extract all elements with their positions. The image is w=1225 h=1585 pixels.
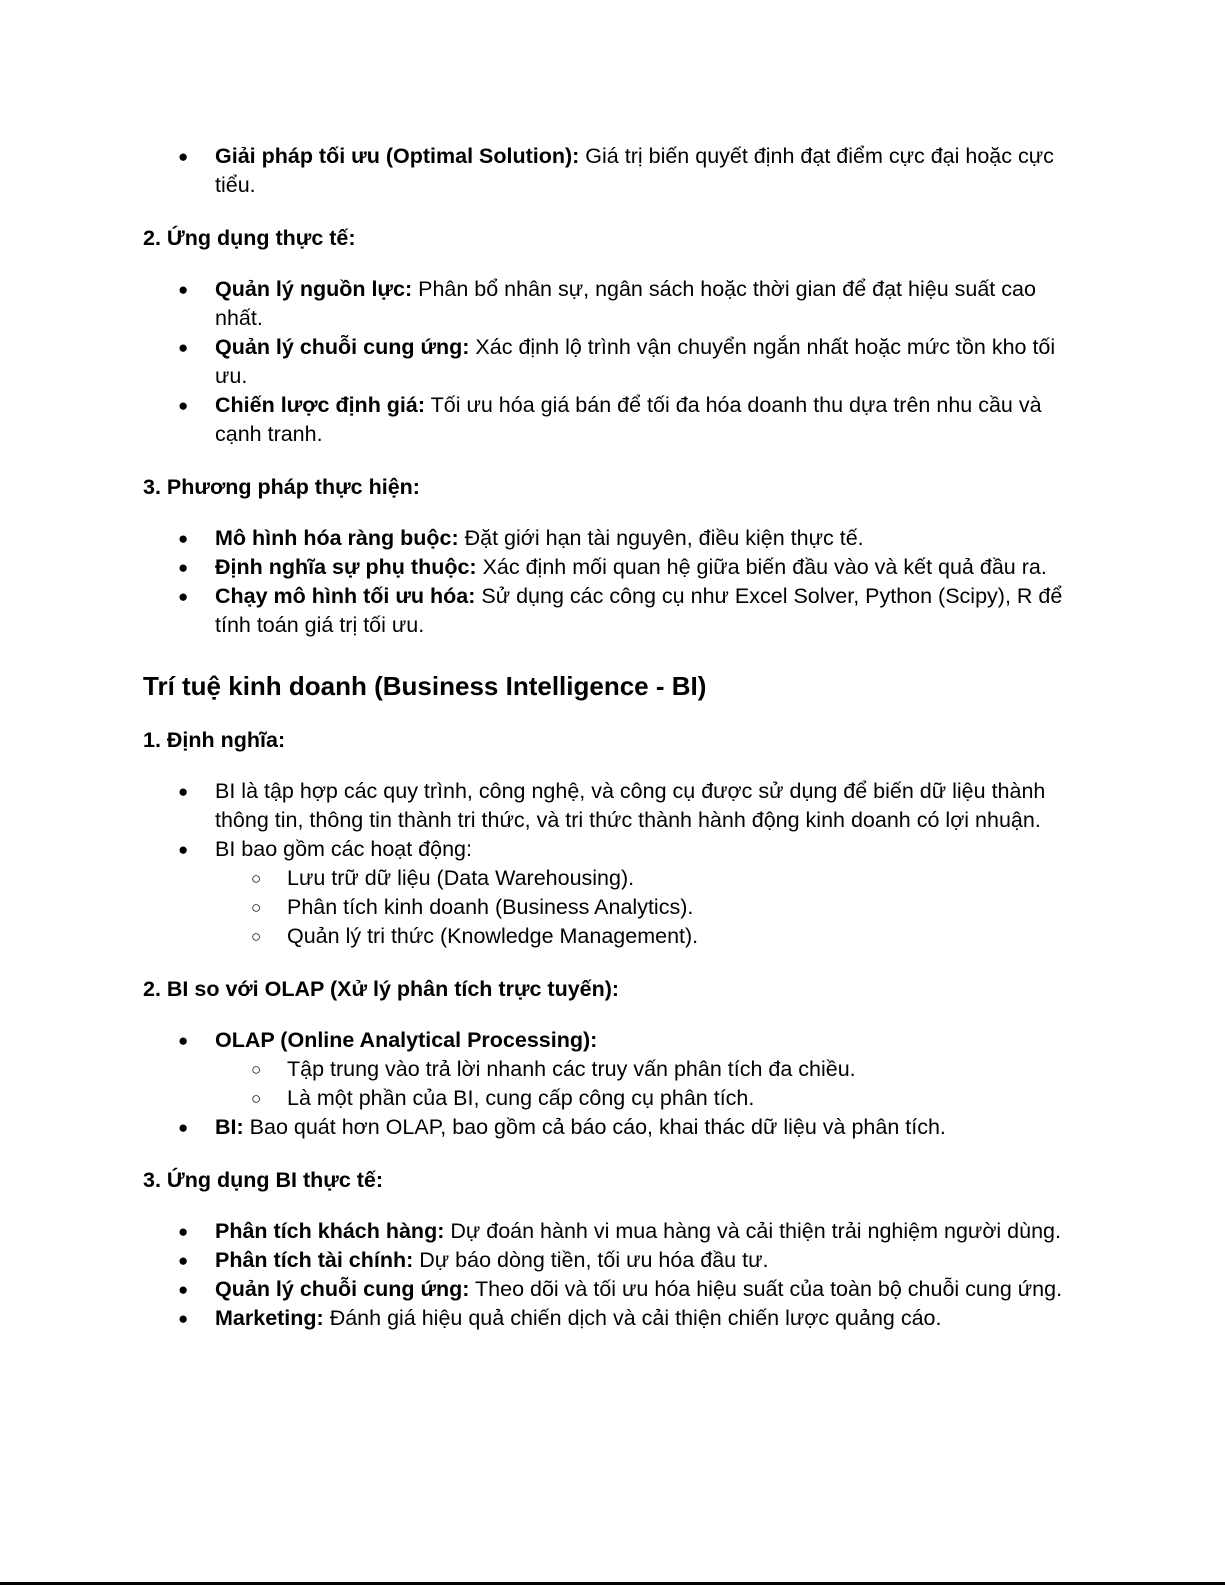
bi-applications-list [143, 1217, 1078, 1333]
methods-list [143, 524, 1078, 640]
section-heading-bi-applications: 3. Ứng dụng BI thực tế: [143, 1168, 384, 1192]
sub-list-item: ○ Phân tích kinh doanh (Business Analytics). [215, 893, 1078, 922]
optimal-solution-list [143, 142, 1078, 200]
section-heading-bi-vs-olap: 2. BI so với OLAP (Xử lý phân tích trực tuyến): [143, 977, 620, 1001]
item-text: Phân bổ nhân sự, ngân sách hoặc thời gian để đạt hiệu suất cao nhất. [215, 277, 1036, 330]
item-term: Giải pháp tối ưu (Optimal Solution): [215, 144, 580, 168]
item-text: Dự đoán hành vi mua hàng và cải thiện trải nghiệm người dùng. [444, 1219, 1061, 1243]
item-term: Định nghĩa sự phụ thuộc: [215, 555, 477, 579]
item-text: Dự báo dòng tiền, tối ưu hóa đầu tư. [413, 1248, 769, 1272]
definition-list [143, 777, 1078, 951]
list-item [143, 835, 1078, 951]
list-item [143, 1275, 1078, 1304]
list-item [143, 524, 1078, 553]
section-heading-methods: 3. Phương pháp thực hiện: [143, 475, 420, 499]
section-heading-definition: 1. Định nghĩa: [143, 728, 286, 752]
sub-list-item: ○ Quản lý tri thức (Knowledge Management). [215, 922, 1078, 951]
bi-section-title: Trí tuệ kinh doanh (Business Intelligence - BI) [143, 671, 707, 701]
item-term: Phân tích khách hàng: [215, 1219, 445, 1243]
applications-list [143, 275, 1078, 449]
item-text: Bao quát hơn OLAP, bao gồm cả báo cáo, khai thác dữ liệu và phân tích. [243, 1115, 946, 1139]
item-text: Theo dõi và tối ưu hóa hiệu suất của toàn bộ chuỗi cung ứng. [469, 1277, 1063, 1301]
item-term: Quản lý nguồn lực: [215, 277, 413, 301]
item-text: Đánh giá hiệu quả chiến dịch và cải thiện chiến lược quảng cáo. [323, 1306, 942, 1330]
sub-list-item: ○ Là một phần của BI, cung cấp công cụ phân tích. [215, 1084, 1078, 1113]
list-item [143, 275, 1078, 333]
document-content [143, 142, 1078, 1333]
item-term: OLAP (Online Analytical Processing): [215, 1028, 598, 1052]
list-item: ● BI là tập hợp các quy trình, công nghệ, và công cụ được sử dụng để biến dữ liệu thành thông tin, thông tin thành tri thức, và tri thức thành hành động kinh doanh có lợi nhuận. [143, 777, 1078, 835]
item-text: Xác định lộ trình vận chuyển ngắn nhất hoặc mức tồn kho tối ưu. [215, 335, 1056, 388]
item-term: Mô hình hóa ràng buộc: [215, 526, 459, 550]
list-item [143, 1304, 1078, 1333]
list-item [143, 333, 1078, 391]
list-item [143, 1113, 1078, 1142]
olap-sublist [215, 1055, 1078, 1113]
sub-list-item: ○ Lưu trữ dữ liệu (Data Warehousing). [215, 864, 1078, 893]
item-text: Giá trị biến quyết định đạt điểm cực đại hoặc cực tiểu. [215, 144, 1054, 197]
item-term: Chạy mô hình tối ưu hóa: [215, 584, 476, 608]
item-term: Quản lý chuỗi cung ứng: [215, 1277, 470, 1301]
bi-vs-olap-list [143, 1026, 1078, 1142]
item-term: Quản lý chuỗi cung ứng: [215, 335, 470, 359]
list-item [143, 1026, 1078, 1113]
sub-list-item: ○ Tập trung vào trả lời nhanh các truy vấn phân tích đa chiều. [215, 1055, 1078, 1084]
item-text: Tối ưu hóa giá bán để tối đa hóa doanh thu dựa trên nhu cầu và cạnh tranh. [215, 393, 1042, 446]
item-term: Marketing: [215, 1306, 324, 1330]
section-heading-applications: 2. Ứng dụng thực tế: [143, 226, 356, 250]
item-term: Chiến lược định giá: [215, 393, 426, 417]
list-item [143, 142, 1078, 200]
list-item [143, 1217, 1078, 1246]
item-term: Phân tích tài chính: [215, 1248, 414, 1272]
list-item [143, 553, 1078, 582]
item-term: BI: [215, 1115, 244, 1139]
item-text: Sử dụng các công cụ như Excel Solver, Python (Scipy), R để tính toán giá trị tối ưu. [215, 584, 1063, 637]
item-text: Xác định mối quan hệ giữa biến đầu vào và kết quả đầu ra. [476, 555, 1047, 579]
item-text: BI bao gồm các hoạt động: [215, 837, 472, 861]
item-text: Đặt giới hạn tài nguyên, điều kiện thực tế. [458, 526, 864, 550]
list-item [143, 391, 1078, 449]
list-item [143, 1246, 1078, 1275]
bi-activities-sublist [215, 864, 1078, 951]
list-item [143, 582, 1078, 640]
